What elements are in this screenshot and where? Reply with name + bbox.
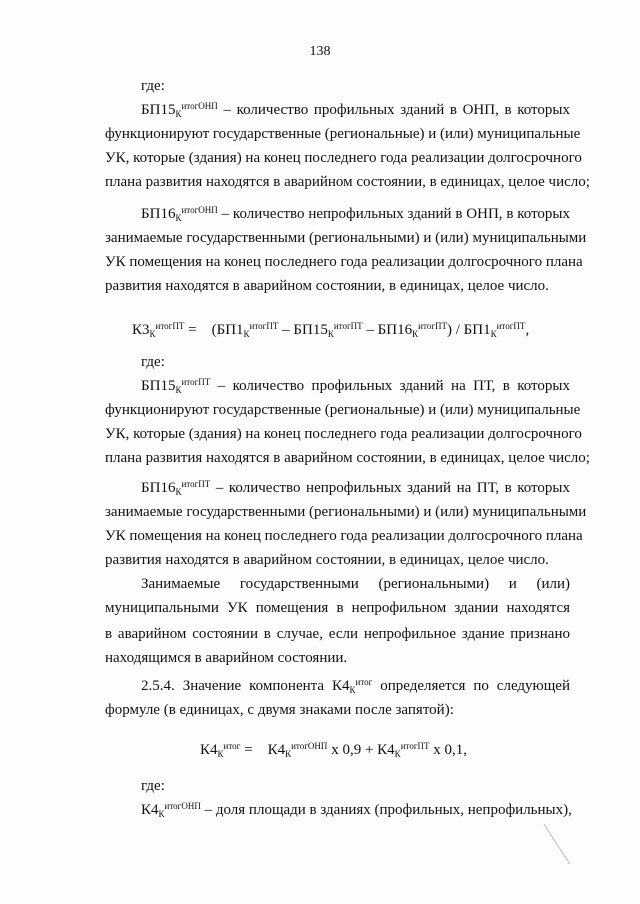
paragraph-line: плана развития находятся в аварийном состоянии, в единицах, целое число; (105, 450, 590, 466)
paragraph-line: находящимся в аварийном состоянии. (105, 650, 348, 666)
paragraph-line: Занимаемые государственными (региональными) и (или) (141, 576, 570, 592)
paragraph-line: занимаемые государственными (региональными) и (или) муниципальными (105, 230, 587, 246)
symbol: $БП15_К^{итогОНП}$ (141, 101, 218, 119)
paragraph-line: функционируют государственные (региональные) и (или) муниципальные (105, 402, 581, 418)
symbol: $К4_К^{итогОНП}$ (141, 801, 201, 819)
paragraph-line: $БП15_К^{итогПТ}$ – количество профильных зданий на ПТ, в которых (141, 377, 570, 395)
paragraph-line: $К4_К^{итогОНП}$ – доля площади в зданиях (профильных, непрофильных), (141, 801, 572, 819)
where-label: где: (141, 78, 165, 94)
paragraph-line: муниципальными УК помещения в непрофильном здании находятся (105, 600, 570, 616)
paragraph-line: развития находятся в аварийном состоянии, в единицах, целое число. (105, 552, 549, 568)
paragraph-line: $БП16_К^{итогПТ}$ – количество непрофильных зданий на ПТ, в которых (141, 479, 570, 497)
paragraph-line: развития находятся в аварийном состоянии, в единицах, целое число. (105, 278, 549, 294)
symbol: $БП15_К^{итогПТ}$ (141, 377, 211, 395)
paragraph-line: УК помещения на конец последнего года реализации долгосрочного плана (105, 254, 583, 270)
paragraph-line: УК, которые (здания) на конец последнего года реализации долгосрочного (105, 150, 582, 166)
formula-k4: $К4_К^{итог}$ = $К4_К^{итогОНП}$ х $0,9 + К4_К^{итогПТ}$ х 0,1, (200, 741, 468, 759)
formula-k3: $К3_К^{итогПТ}$ = $(БП1_К^{итогПТ} - БП15_К^{итогПТ} - БП16_К^{итогПТ}) / БП1_К^{итогПТ}$, (132, 321, 530, 339)
paragraph-line: УК, которые (здания) на конец последнего года реализации долгосрочного (105, 426, 582, 442)
where-label: где: (141, 354, 165, 370)
paragraph-line: 2.5.4. Значение компонента $К4_К^{итог}$ определяется по следующей (141, 677, 570, 695)
paragraph-line: занимаемые государственными (региональными) и (или) муниципальными (105, 504, 587, 520)
scan-mark (540, 820, 580, 870)
paragraph-line: функционируют государственные (региональные) и (или) муниципальные (105, 126, 581, 142)
symbol: $БП16_К^{итогПТ}$ (141, 479, 211, 497)
page-number: 138 (309, 44, 331, 59)
symbol: $К4_К^{итог}$ (331, 677, 373, 695)
paragraph-line: в аварийном состоянии в случае, если непрофильное здание признано (105, 626, 570, 642)
where-label: где: (141, 778, 165, 794)
symbol: $БП16_К^{итогОНП}$ (141, 205, 218, 223)
paragraph-line: УК помещения на конец последнего года реализации долгосрочного плана (105, 528, 583, 544)
paragraph-line: плана развития находятся в аварийном состоянии, в единицах, целое число; (105, 174, 590, 190)
paragraph-line: $БП16_К^{итогОНП}$ – количество непрофильных зданий в ОНП, в которых (141, 205, 570, 223)
paragraph-line: $БП15_К^{итогОНП}$ – количество профильных зданий в ОНП, в которых (141, 101, 570, 119)
paragraph-line: формуле (в единицах, с двумя знаками после запятой): (105, 702, 454, 718)
